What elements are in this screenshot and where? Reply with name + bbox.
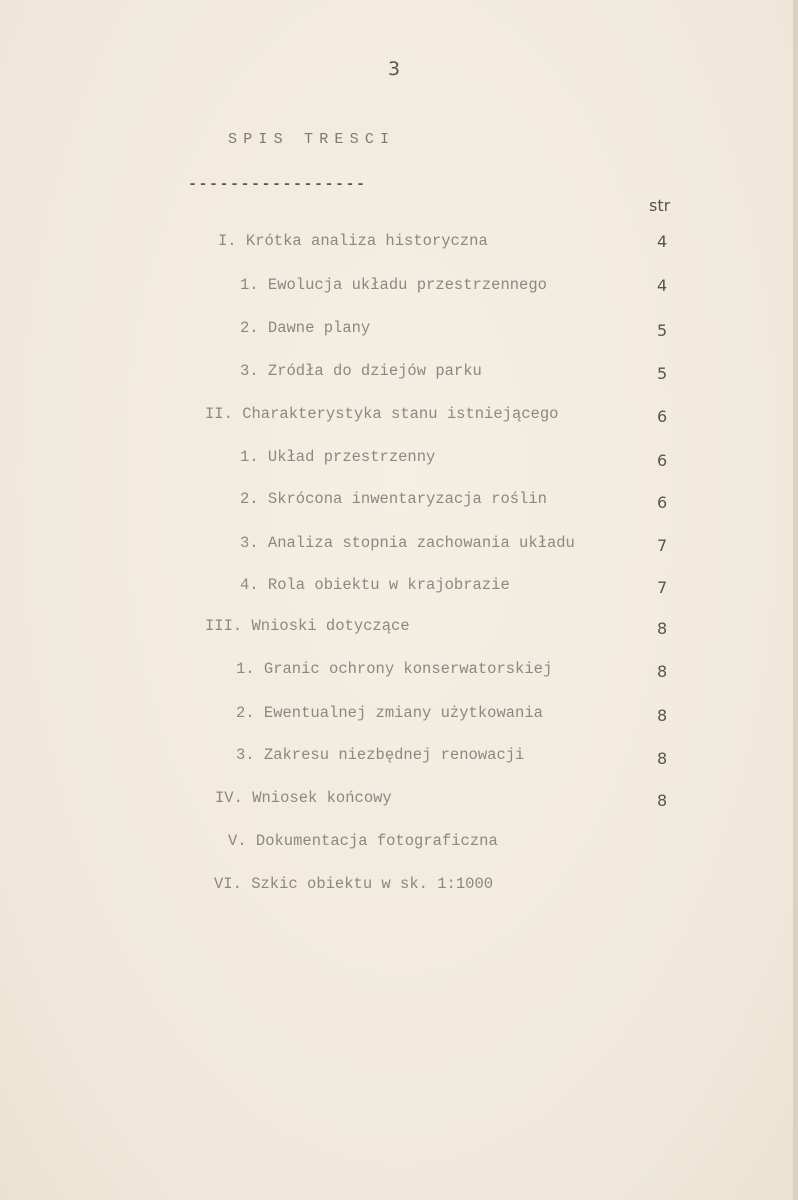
toc-entry: 4. Rola obiektu w krajobrazie (240, 576, 510, 594)
toc-page: 8 (657, 662, 668, 681)
page-number: 3 (388, 58, 401, 80)
toc-entry: III. Wnioski dotyczące (205, 617, 410, 635)
toc-title: SPIS TRESCI (228, 131, 396, 148)
toc-page: 4 (657, 232, 668, 251)
toc-page: 4 (657, 276, 668, 295)
toc-page: 8 (657, 791, 668, 810)
toc-page: 6 (657, 407, 668, 426)
toc-entry: 3. Analiza stopnia zachowania układu (240, 534, 575, 552)
toc-entry: 1. Granic ochrony konserwatorskiej (236, 660, 553, 678)
toc-page: 8 (657, 749, 668, 768)
toc-page: 7 (657, 578, 668, 597)
toc-page: 6 (657, 451, 668, 470)
toc-page: 5 (657, 321, 668, 340)
toc-entry: 2. Skrócona inwentaryzacja roślin (240, 490, 547, 508)
page-column-label: str (649, 196, 671, 215)
toc-entry: 1. Układ przestrzenny (240, 448, 436, 466)
toc-entry: II. Charakterystyka stanu istniejącego (205, 405, 559, 423)
toc-page: 5 (657, 364, 668, 383)
toc-entry: 2. Ewentualnej zmiany użytkowania (236, 704, 543, 722)
title-underline: ----------------- (188, 176, 367, 193)
toc-page: 8 (657, 706, 668, 725)
toc-entry: 1. Ewolucja układu przestrzennego (240, 276, 547, 294)
toc-entry: IV. Wniosek końcowy (215, 789, 392, 807)
toc-entry: VI. Szkic obiektu w sk. 1:1000 (214, 875, 494, 893)
toc-page: 7 (657, 536, 668, 555)
toc-page: 8 (657, 619, 668, 638)
toc-entry: V. Dokumentacja fotograficzna (228, 832, 498, 850)
toc-entry: I. Krótka analiza historyczna (218, 232, 488, 250)
toc-entry: 3. Zródła do dziejów parku (240, 362, 482, 380)
toc-page: 6 (657, 493, 668, 512)
toc-entry: 3. Zakresu niezbędnej renowacji (236, 746, 525, 764)
toc-entry: 2. Dawne plany (240, 319, 371, 337)
page-edge (793, 0, 798, 1200)
